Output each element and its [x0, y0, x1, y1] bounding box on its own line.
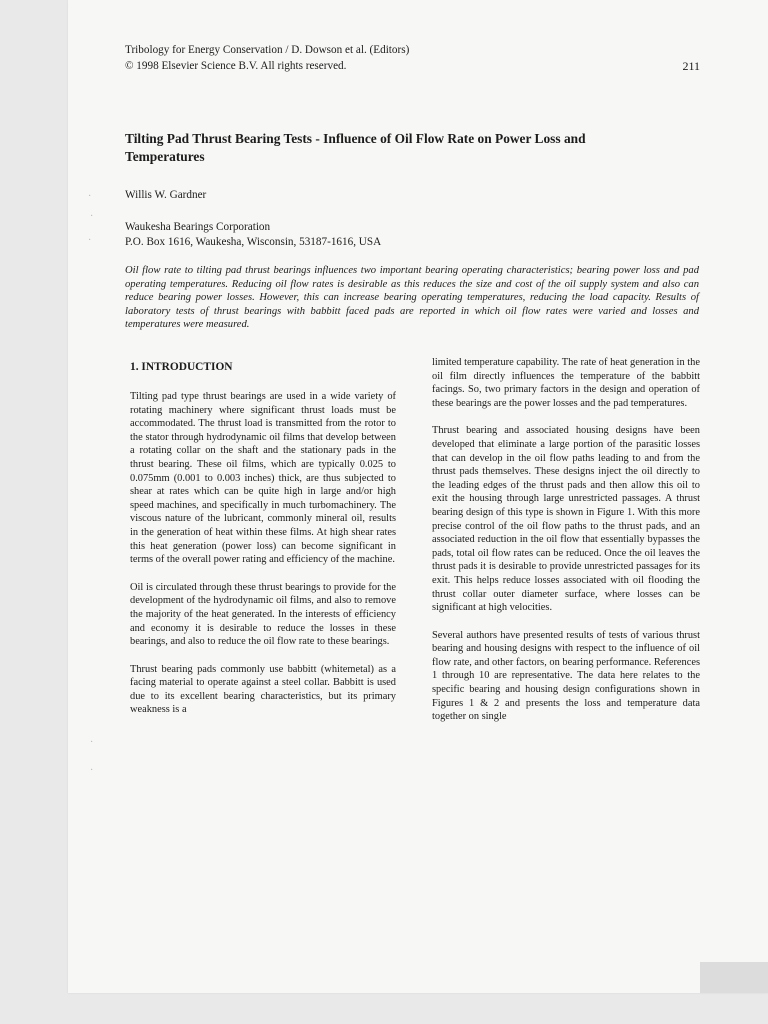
- paragraph: Several authors have presented results of tests of various thrust bearing and housing designs with respect to the influence of oil flow rate, and other factors, on bearing performance. References 1 through 10 are representative. The data here relates to the specific bearing and housing design configurations shown in Figures 1 & 2 and presents the loss and temperature data together on single: [432, 629, 701, 723]
- author-affiliation: [125, 220, 381, 250]
- page-number: 211: [682, 59, 700, 73]
- margin-speck: ·: [88, 235, 92, 246]
- paragraph: limited temperature capability. The rate of heat generation in the oil film directly influences the temperature of the babbitt facings. So, two primary factors in the design and operation of these bearings are the power losses and the pad temperatures.: [432, 357, 700, 409]
- scan-corner: [700, 962, 768, 993]
- paragraph: Oil is circulated through these thrust bearings to provide for the development of the hydrodynamic oil films, and also to remove the majority of the heat generated. In the interests of efficiency and economy it is desirable to reduce the losses in these bearings, and also to reduce the oil flow rate to these bearings.: [130, 581, 396, 648]
- paper-page: [68, 0, 768, 993]
- affiliation-address: P.O. Box 1616, Waukesha, Wisconsin, 53187-1616, USA: [125, 236, 382, 248]
- author-name: Willis W. Gardner: [125, 189, 207, 201]
- left-column: [130, 358, 396, 731]
- affiliation-organization: Waukesha Bearings Corporation: [125, 221, 271, 233]
- paragraph: Thrust bearing pads commonly use babbitt (whitemetal) as a facing material to operate against a steel collar. Babbitt is used due to its excellent bearing characteristics, but its primary weakness is a: [130, 663, 396, 716]
- right-column: [432, 356, 700, 738]
- paragraph: Thrust bearing and associated housing designs have been developed that eliminate a large portion of the parasitic losses that can develop in the oil flow paths leading to and from the thrust pads themselves. These designs inject the oil directly to the leading edges of the thrust pads and then allow this oil to exit the housing through large unrestricted passages. A thrust bearing design of this type is shown in Figure 1. With this more precise control of the oil flow paths to the thrust pads, and an associated reduction in the oil flow that essentially bypasses the pads, total oil flow rates can be reduced. Once the oil leaves the thrust pads it is desirable to provide unrestricted passages for its exit. This helps reduce losses associated with oil flooding the thrust collar outer diameter surface, where losses can be significant at high velocities.: [432, 425, 700, 614]
- paper-title: Tilting Pad Thrust Bearing Tests - Influence of Oil Flow Rate on Power Loss and Temperatures: [125, 131, 586, 164]
- margin-speck: ·: [88, 191, 92, 202]
- margin-speck: ·: [90, 765, 94, 776]
- section-heading: 1. INTRODUCTION: [130, 361, 233, 373]
- copyright-notice: © 1998 Elsevier Science B.V. All rights reserved.: [125, 60, 347, 72]
- abstract: Oil flow rate to tilting pad thrust bearings influences two important bearing operating characteristics; bearing power loss and pad operating temperatures. Reducing oil flow rates is desirable as this reduces the size and cost of the oil supply system and also can reduce bearing power losses. However, this can increase bearing operating temperatures, reducing the load capacity. Results of laboratory tests of thrust bearings with babbitt faced pads are reported in which oil flow rates were varied and losses and temperatures were measured.: [125, 265, 699, 331]
- paragraph: Tilting pad type thrust bearings are used in a wide variety of rotating machinery where significant thrust loads must be accommodated. The thrust load is transmitted from the rotor to the stator through hydrodynamic oil films that develop between a rotating collar on the shaft and the stationary pads in the thrust bearing. These oil films, which are typically 0.025 to 0.075mm (0.001 to 0.003 inches) thick, are thus subjected to shear at rates which can be quite high in large and/or high speed machines, and specifically in much turbomachinery. The viscous nature of the lubricant, commonly mineral oil, results in the generation of heat within these films. At high shear rates this heat generation (power loss) can become significant in terms of the overall power rating and efficiency of the machine.: [130, 391, 396, 566]
- margin-speck: ·: [90, 211, 94, 222]
- book-citation: Tribology for Energy Conservation / D. Dowson et al. (Editors): [125, 44, 410, 56]
- margin-speck: ·: [90, 737, 94, 748]
